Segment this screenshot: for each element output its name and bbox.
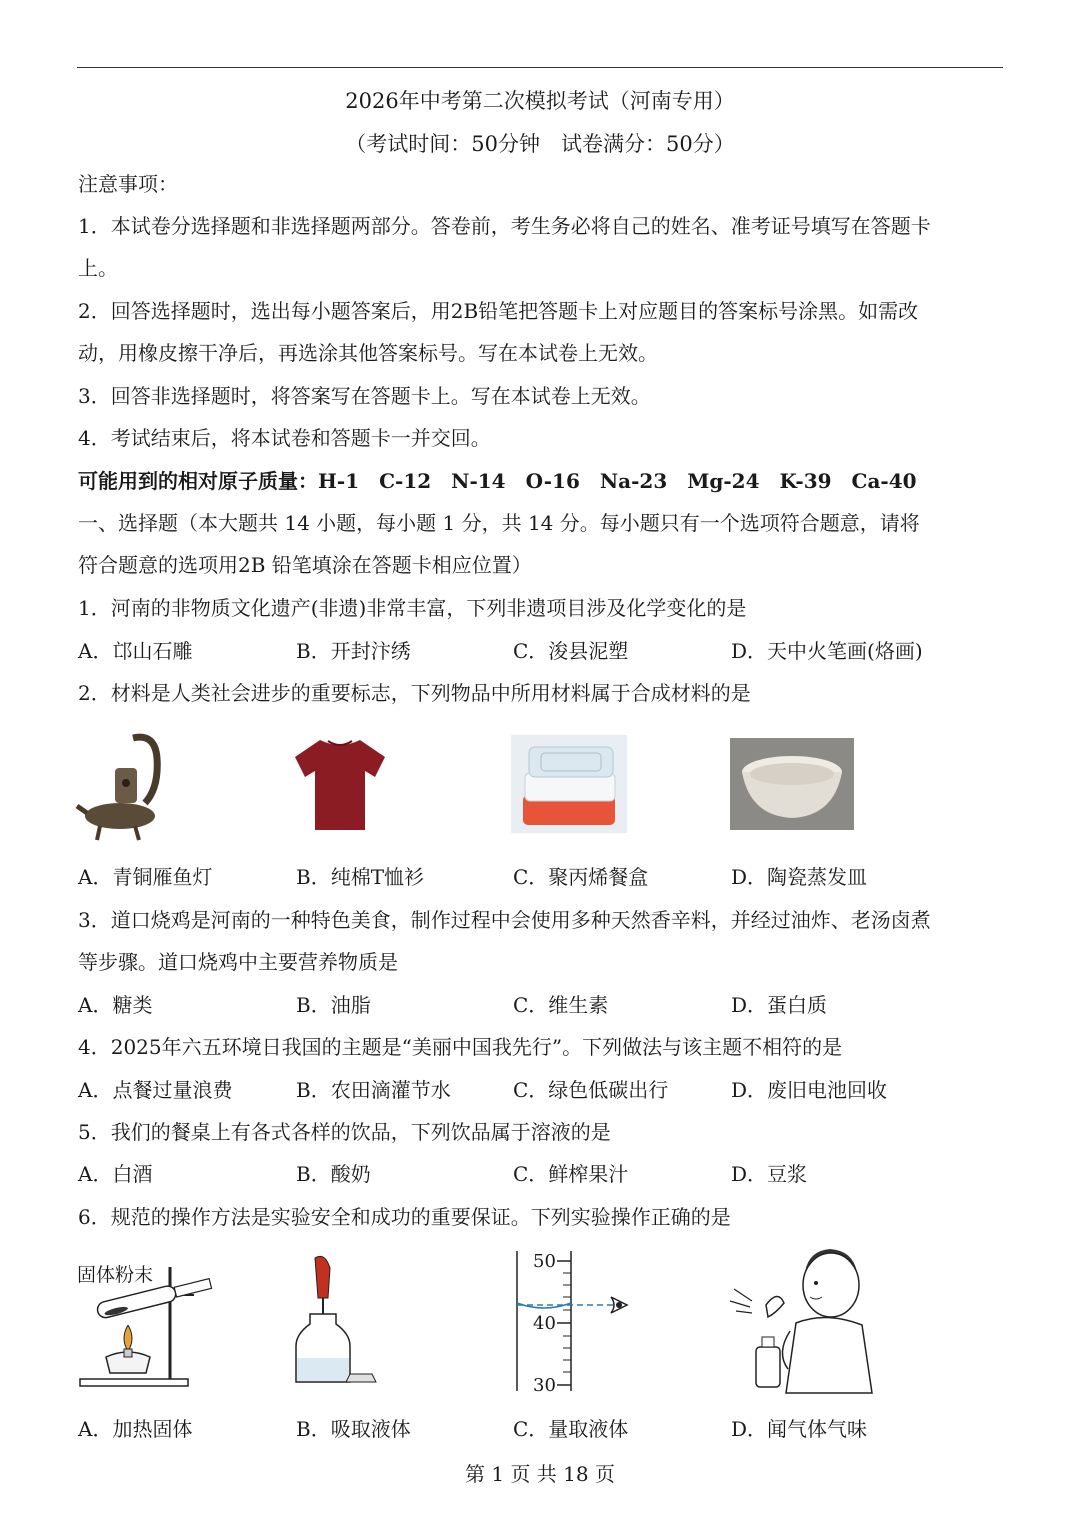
- smelling-gas-diagram: [726, 1243, 886, 1398]
- question-5-stem: 5．我们的餐桌上有各式各样的饮品，下列饮品属于溶液的是: [78, 1120, 611, 1144]
- q6-option-d[interactable]: D．闻气体气味: [731, 1417, 868, 1441]
- q1-option-b[interactable]: B．开封汴绣: [296, 639, 411, 663]
- graduated-cylinder-diagram: [507, 1249, 637, 1394]
- heating-solid-diagram: [76, 1255, 221, 1390]
- notice-item: 2．回答选择题时，选出每小题答案后，用2B铅笔把答题卡上对应题目的答案标号涂黑。如需改: [78, 299, 919, 323]
- q1-option-d[interactable]: D．天中火笔画(烙画): [731, 639, 923, 663]
- q2-option-a[interactable]: A．青铜雁鱼灯: [78, 865, 213, 889]
- tick-label-50: 50: [533, 1251, 556, 1272]
- notice-item: 3．回答非选择题时，将答案写在答题卡上。写在本试卷上无效。: [78, 384, 651, 408]
- dropper-diagram: [292, 1254, 382, 1389]
- ceramic-dish-image: [730, 738, 854, 830]
- q3-option-d[interactable]: D．蛋白质: [731, 993, 828, 1017]
- q2-option-c[interactable]: C．聚丙烯餐盒: [513, 865, 649, 889]
- page-footer: 第 1 页 共 18 页: [465, 1462, 615, 1486]
- section-heading: 一、选择题（本大题共 14 小题，每小题 1 分，共 14 分。每小题只有一个选项符合题意，请将: [78, 511, 920, 535]
- q4-option-a[interactable]: A．点餐过量浪费: [78, 1078, 233, 1102]
- notice-item: 4．考试结束后，将本试卷和答题卡一并交回。: [78, 426, 491, 450]
- q2-option-d[interactable]: D．陶瓷蒸发皿: [731, 865, 868, 889]
- tick-label-30: 30: [533, 1375, 556, 1394]
- q5-option-b[interactable]: B．酸奶: [296, 1162, 371, 1186]
- q3-option-b[interactable]: B．油脂: [296, 993, 371, 1017]
- question-3-stem-cont: 等步骤。道口烧鸡中主要营养物质是: [78, 950, 398, 974]
- q2-option-b[interactable]: B．纯棉T恤衫: [296, 865, 425, 889]
- polypropylene-box-image: [511, 735, 627, 833]
- q1-option-a[interactable]: A．邙山石雕: [78, 639, 193, 663]
- exam-title: 2026年中考第二次模拟考试（河南专用）: [345, 89, 735, 113]
- q4-option-c[interactable]: C．绿色低碳出行: [513, 1078, 669, 1102]
- notice-item: 上。: [78, 256, 118, 280]
- question-6-stem: 6．规范的操作方法是实验安全和成功的重要保证。下列实验操作正确的是: [78, 1205, 731, 1229]
- q5-option-d[interactable]: D．豆浆: [731, 1162, 808, 1186]
- q5-option-a[interactable]: A．白酒: [78, 1162, 153, 1186]
- atomic-mass-line: 可能用到的相对原子质量：H-1 C-12 N-14 O-16 Na-23 Mg-24 K-39 Ca-40: [78, 469, 917, 493]
- red-tshirt-image: [290, 735, 390, 835]
- tick-label-40: 40: [533, 1313, 556, 1334]
- q3-option-a[interactable]: A．糖类: [78, 993, 153, 1017]
- q5-option-c[interactable]: C．鲜榨果汁: [513, 1162, 629, 1186]
- section-heading-cont: 符合题意的选项用2B 铅笔填涂在答题卡相应位置）: [78, 553, 532, 577]
- question-2-stem: 2．材料是人类社会进步的重要标志，下列物品中所用材料属于合成材料的是: [78, 681, 751, 705]
- powder-label: 固体粉末: [77, 1264, 154, 1286]
- q4-option-d[interactable]: D．废旧电池回收: [731, 1078, 888, 1102]
- header-rule: [77, 67, 1003, 68]
- q1-option-c[interactable]: C．浚县泥塑: [513, 639, 629, 663]
- q6-option-a[interactable]: A．加热固体: [78, 1417, 193, 1441]
- notice-item: 动，用橡皮擦干净后，再选涂其他答案标号。写在本试卷上无效。: [78, 341, 658, 365]
- q6-option-c[interactable]: C．量取液体: [513, 1417, 629, 1441]
- bronze-lamp-image: [75, 728, 165, 843]
- q4-option-b[interactable]: B．农田滴灌节水: [296, 1078, 451, 1102]
- notice-item: 1．本试卷分选择题和非选择题两部分。答卷前，考生务必将自己的姓名、准考证号填写在答题卡: [78, 214, 931, 238]
- exam-subtitle: （考试时间：50分钟 试卷满分：50分）: [345, 132, 735, 156]
- question-1-stem: 1．河南的非物质文化遗产(非遗)非常丰富，下列非遗项目涉及化学变化的是: [78, 596, 747, 620]
- q6-option-b[interactable]: B．吸取液体: [296, 1417, 411, 1441]
- notice-heading: 注意事项：: [78, 172, 178, 196]
- question-3-stem: 3．道口烧鸡是河南的一种特色美食，制作过程中会使用多种天然香辛料，并经过油炸、老汤卤煮: [78, 908, 931, 932]
- question-4-stem: 4．2025年六五环境日我国的主题是“美丽中国我先行”。下列做法与该主题不相符的是: [78, 1035, 843, 1059]
- q3-option-c[interactable]: C．维生素: [513, 993, 609, 1017]
